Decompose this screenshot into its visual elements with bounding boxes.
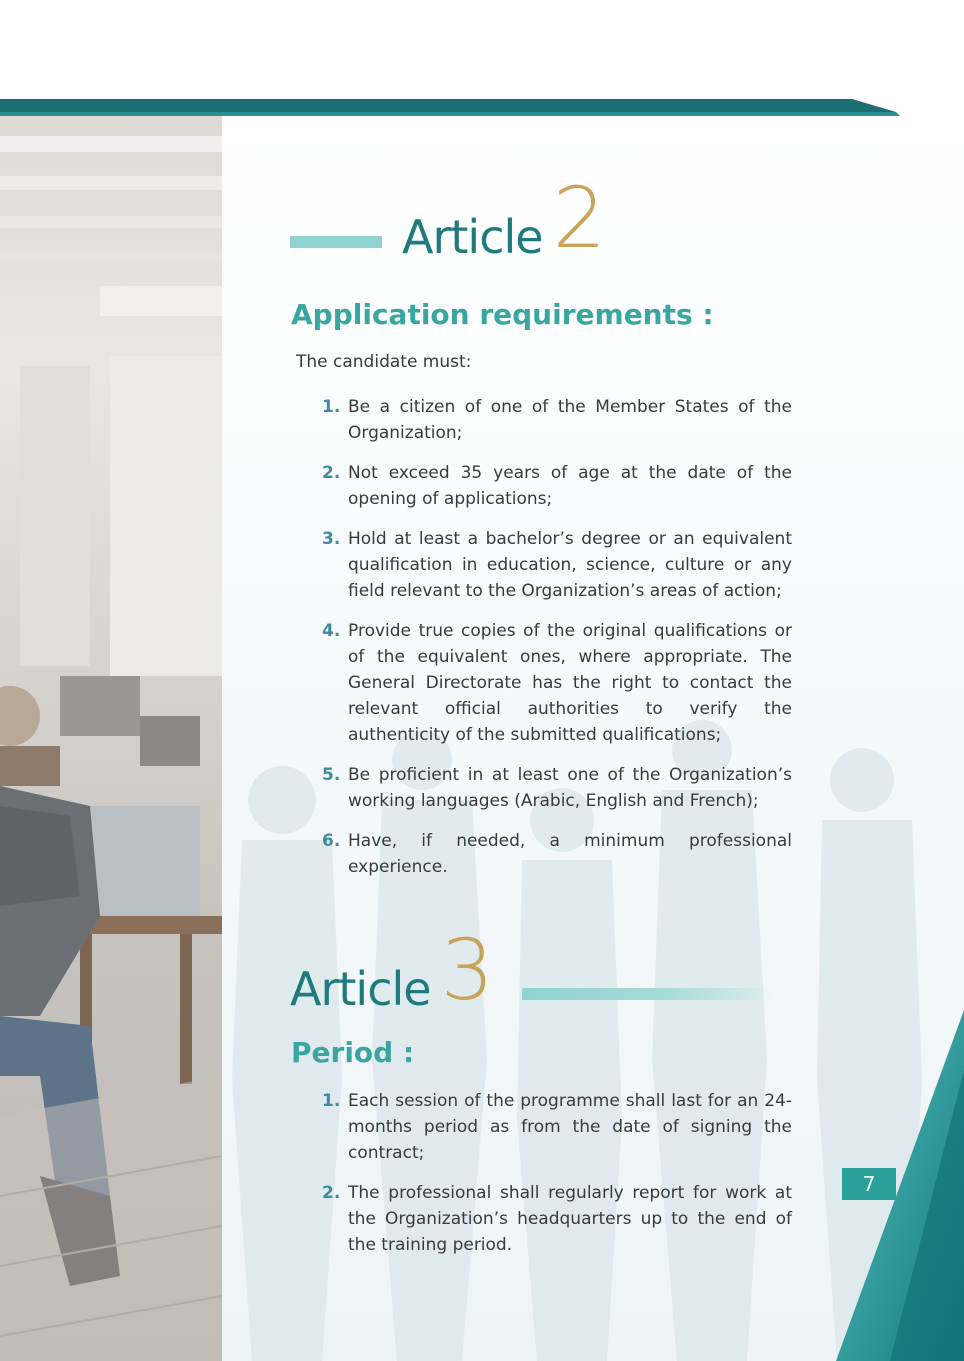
list-item-text: Provide true copies of the original qualifications or of the equivalent ones, where appropriate. The General Directorate has the right to contact the relevant official authorities to verify the authenticity of the submitted qualifications; <box>348 621 792 745</box>
application-requirements-title: Application requirements : <box>291 298 714 331</box>
list-item-number: 5. <box>322 765 341 785</box>
list-item-number: 6. <box>322 831 341 851</box>
period-title: Period : <box>291 1036 415 1069</box>
article-3-number: 3 <box>440 921 495 1019</box>
list-item <box>322 526 792 604</box>
list-item <box>322 1088 792 1166</box>
list-item-number: 4. <box>322 621 341 641</box>
article-2-label: Article <box>402 210 543 264</box>
article-2-accent-bar <box>290 236 382 248</box>
article-3-label: Article <box>290 962 431 1016</box>
list-item-number: 2. <box>322 1183 341 1203</box>
list-item-text: Each session of the programme shall last for an 24-months period as from the date of signing the contract; <box>348 1091 792 1163</box>
list-item-number: 1. <box>322 1091 341 1111</box>
list-item-text: The professional shall regularly report for work at the Organization’s headquarters up to the end of the training period. <box>348 1183 792 1255</box>
list-item <box>322 394 792 446</box>
article-2-number: 2 <box>552 169 607 267</box>
list-item <box>322 618 792 748</box>
list-item <box>322 460 792 512</box>
list-item-text: Not exceed 35 years of age at the date of the opening of applications; <box>348 463 792 509</box>
requirements-list <box>322 394 792 894</box>
list-item-number: 2. <box>322 463 341 483</box>
list-item <box>322 1180 792 1258</box>
list-item-text: Hold at least a bachelor’s degree or an equivalent qualification in education, science, culture or any field relevant to the Organization’s areas of action; <box>348 529 792 601</box>
list-item-text: Be proficient in at least one of the Organization’s working languages (Arabic, English and French); <box>348 765 792 811</box>
list-item <box>322 828 792 880</box>
period-list <box>322 1088 792 1272</box>
list-item-text: Have, if needed, a minimum professional experience. <box>348 831 792 877</box>
article-3-accent-bar <box>522 988 772 1000</box>
candidate-intro: The candidate must: <box>296 352 472 372</box>
list-item <box>322 762 792 814</box>
article-2-heading <box>402 169 607 267</box>
list-item-number: 3. <box>322 529 341 549</box>
list-item-number: 1. <box>322 397 341 417</box>
list-item-text: Be a citizen of one of the Member States of the Organization; <box>348 397 792 443</box>
article-3-heading <box>290 921 495 1019</box>
page-number: 7 <box>842 1168 896 1200</box>
office-photo <box>0 116 222 1361</box>
